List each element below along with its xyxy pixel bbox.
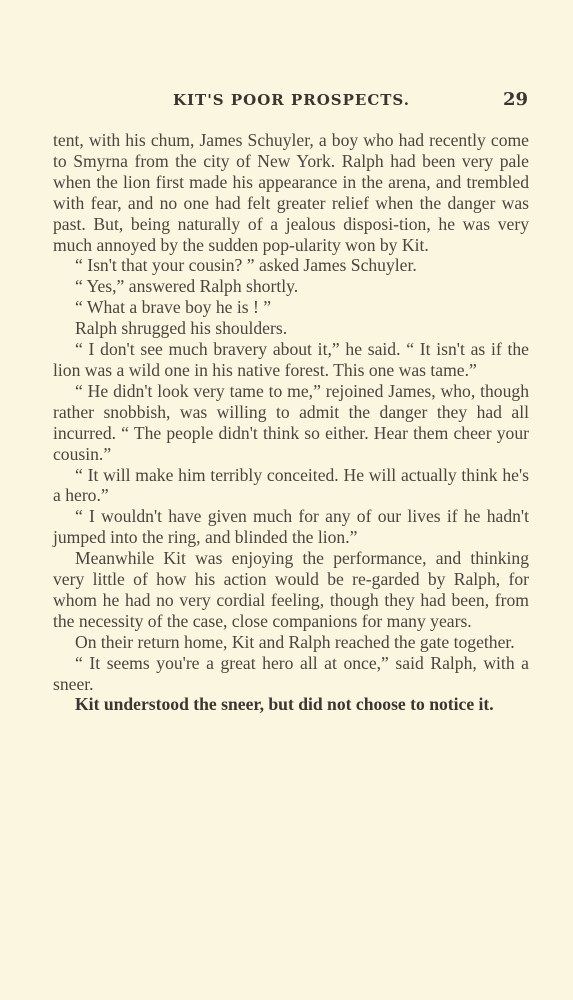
paragraph: “ It will make him terribly conceited. He will actually think he's a hero.” xyxy=(53,464,529,506)
paragraph: Kit understood the sneer, but did not choose to notice it. xyxy=(75,694,494,715)
paragraph: Meanwhile Kit was enjoying the performance, and thinking very little of how his action would be re-garded by Ralph, for whom he had no very cordial feeling, though they had been, from the necessity of the case, close companions for many years. xyxy=(53,548,529,631)
body-text xyxy=(53,130,529,715)
paragraph: “ It seems you're a great hero all at once,” said Ralph, with a sneer. xyxy=(53,652,529,694)
page-header xyxy=(0,91,573,115)
paragraph: “ What a brave boy he is ! ” xyxy=(75,297,272,318)
paragraph: “ Isn't that your cousin? ” asked James Schuyler. xyxy=(75,255,417,276)
paragraph: “ I wouldn't have given much for any of our lives if he hadn't jumped into the ring, and blinded the lion.” xyxy=(53,506,529,548)
paragraph: “ I don't see much bravery about it,” he said. “ It isn't as if the lion was a wild one in his native forest. This one was tame.” xyxy=(53,339,529,380)
paragraph: Ralph shrugged his shoulders. xyxy=(75,318,288,339)
page-number: 29 xyxy=(503,89,529,110)
running-title: KIT'S POOR PROSPECTS. xyxy=(173,91,410,109)
paragraph: “ He didn't look very tame to me,” rejoined James, who, though rather snobbish, was willing to admit the danger they had all incurred. “ The people didn't think so either. Hear them cheer your cousin.” xyxy=(53,380,529,464)
paragraph: On their return home, Kit and Ralph reached the gate together. xyxy=(75,631,515,652)
paragraph: tent, with his chum, James Schuyler, a boy who had recently come to Smyrna from the city of New York. Ralph had been very pale when the lion first made his appearance in the arena, and trembled with fear, and no one had felt greater relief when the danger was past. But, being naturally of a jealous disposi-tion, he was very much annoyed by the sudden pop-ularity won by Kit. xyxy=(53,130,529,255)
paragraph: “ Yes,” answered Ralph shortly. xyxy=(75,276,299,297)
